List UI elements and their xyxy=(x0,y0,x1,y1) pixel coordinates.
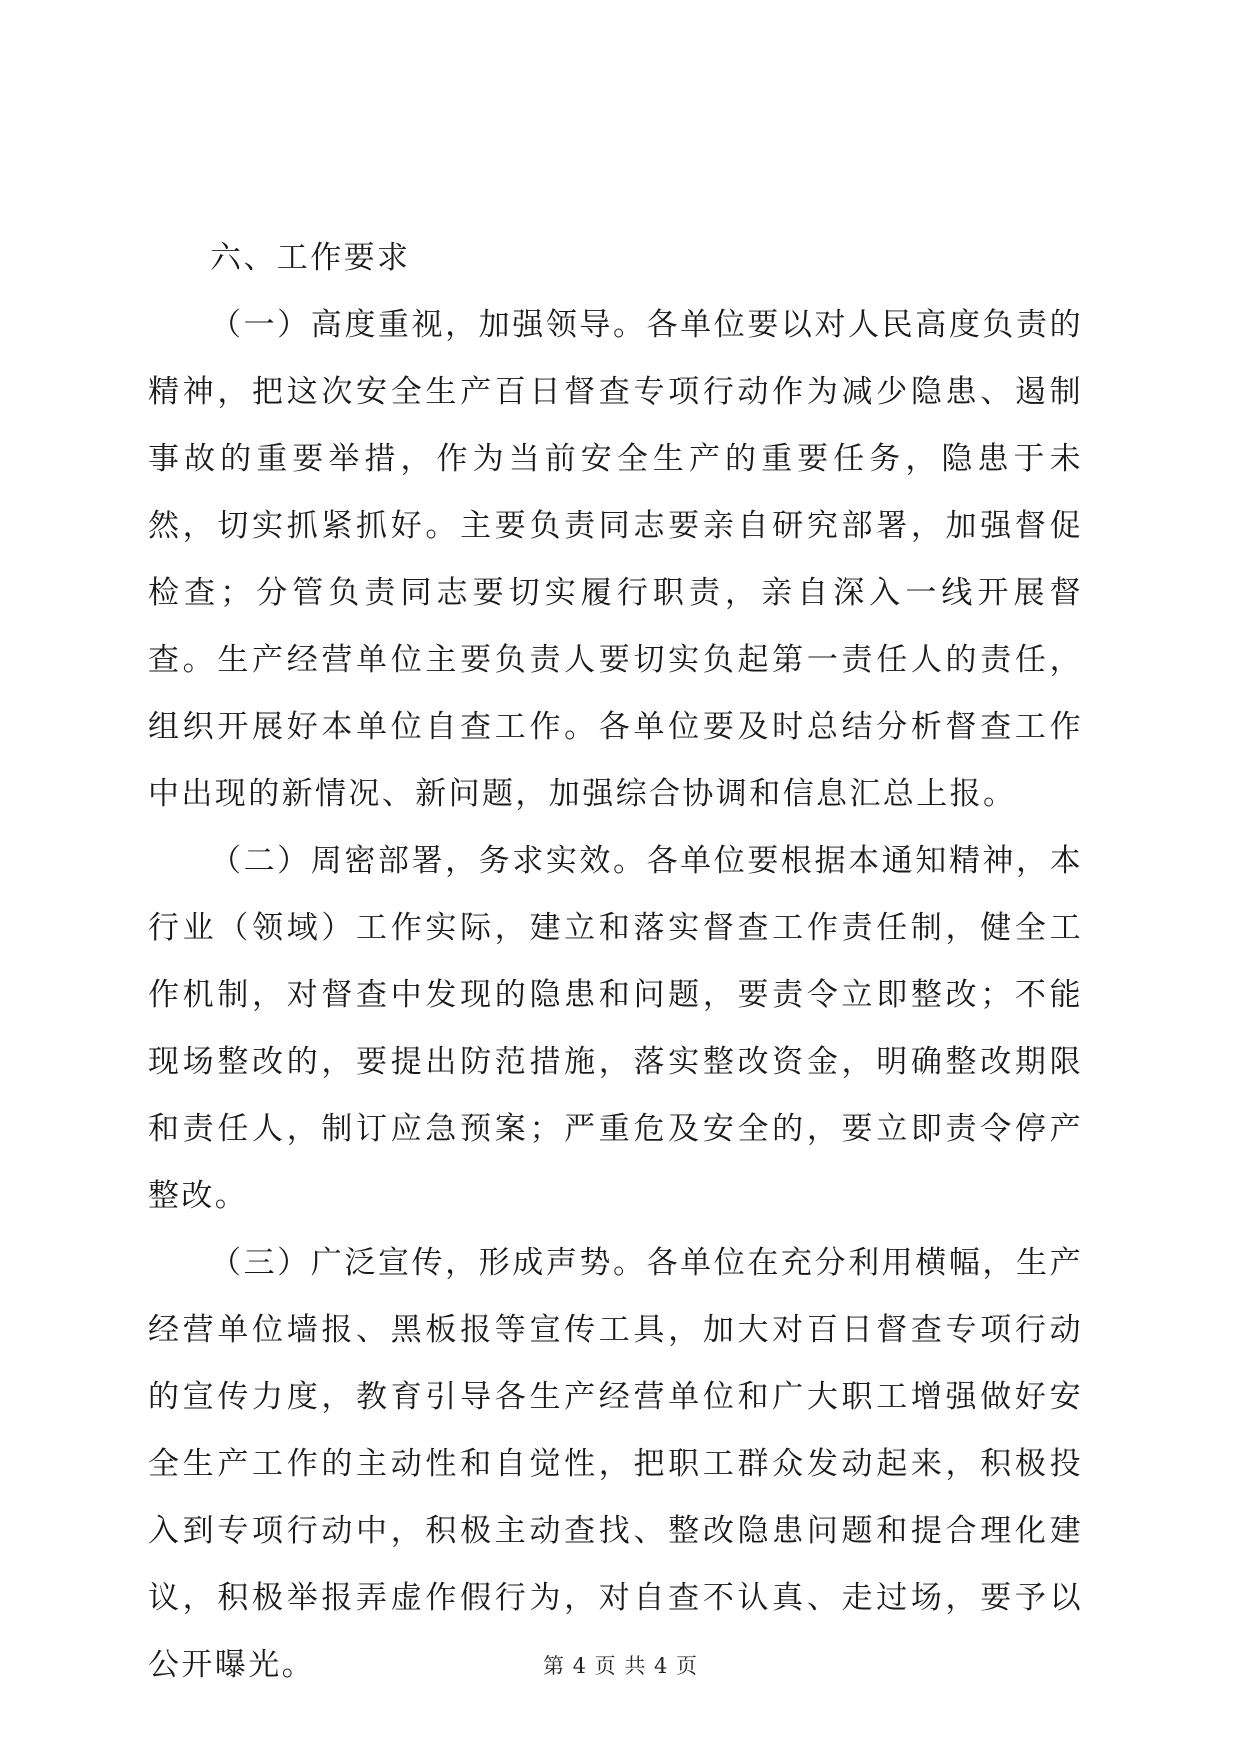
paragraph-2: （二）周密部署，务求实效。各单位要根据本通知精神，本行业（领域）工作实际，建立和落实督查工作责任制，健全工作机制，对督查中发现的隐患和问题，要责令立即整改；不能现场整改的，要提出防范措施，落实整改资金，明确整改期限和责任人，制订应急预案；严重危及安全的，要立即责令停产整改。 xyxy=(148,843,1083,1214)
document-body xyxy=(148,225,1083,1699)
section-heading: 六、工作要求 xyxy=(210,240,411,276)
paragraph-3: （三）广泛宣传，形成声势。各单位在充分利用横幅，生产经营单位墙报、黑板报等宣传工具，加大对百日督查专项行动的宣传力度，教育引导各生产经营单位和广大职工增强做好安全生产工作的主动性和自觉性，把职工群众发动起来，积极投入到专项行动中，积极主动查找、整改隐患问题和提合理化建议，积极举报弄虚作假行为，对自查不认真、走过场，要予以公开曝光。 xyxy=(148,1245,1083,1683)
paragraph-1: （一）高度重视，加强领导。各单位要以对人民高度负责的精神，把这次安全生产百日督查专项行动作为减少隐患、遏制事故的重要举措，作为当前安全生产的重要任务，隐患于未然，切实抓紧抓好。主要负责同志要亲自研究部署，加强督促检查；分管负责同志要切实履行职责，亲自深入一线开展督查。生产经营单位主要负责人要切实负起第一责任人的责任，组织开展好本单位自查工作。各单位要及时总结分析督查工作中出现的新情况、新问题，加强综合协调和信息汇总上报。 xyxy=(148,307,1083,812)
page-number-footer: 第 4 页 共 4 页 xyxy=(542,1654,699,1678)
